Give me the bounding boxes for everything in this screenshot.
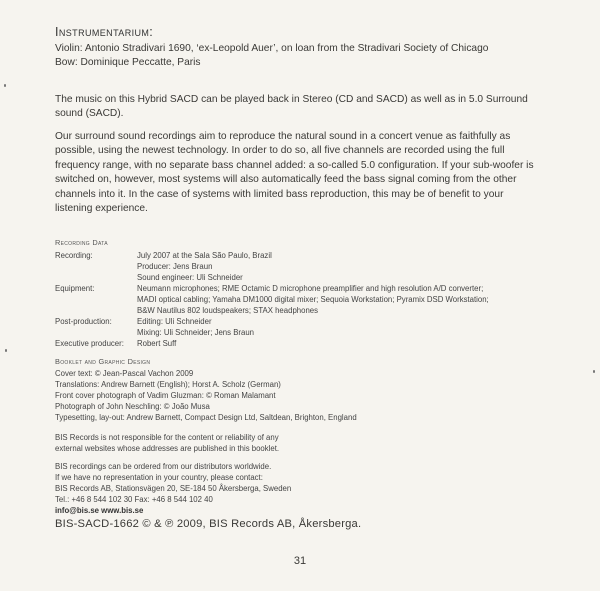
surround-line-6: listening experience. bbox=[55, 203, 148, 214]
credit-line: Cover text: © Jean-Pascal Vachon 2009 bbox=[55, 369, 194, 378]
surround-line-4: switched on, however, most systems will also automatically feed the bass signal coming from the other bbox=[55, 174, 517, 185]
ordering-line: BIS recordings can be ordered from our distributors worldwide. bbox=[55, 462, 272, 471]
row-value: July 2007 at the Sala São Paulo, Brazil bbox=[137, 251, 272, 260]
surround-line-1: Our surround sound recordings aim to reproduce the natural sound in a concert venue as faithfully as bbox=[55, 131, 511, 142]
bow-line: Bow: Dominique Peccatte, Paris bbox=[55, 57, 201, 68]
row-label: Post-production: bbox=[55, 317, 112, 326]
scan-speck bbox=[4, 84, 6, 87]
row-value: Mixing: Uli Schneider; Jens Braun bbox=[137, 328, 255, 337]
row-label: Executive producer: bbox=[55, 339, 124, 348]
ordering-line: Tel.: +46 8 544 102 30 Fax: +46 8 544 102 40 bbox=[55, 495, 213, 504]
sacd-line-1: The music on this Hybrid SACD can be played back in Stereo (CD and SACD) as well as in 5.0 Surround bbox=[55, 94, 528, 105]
row-value: MADI optical cabling; Yamaha DM1000 digital mixer; Sequoia Workstation; Pyramix DSD Workstation; bbox=[137, 295, 489, 304]
row-value: Producer: Jens Braun bbox=[137, 262, 213, 271]
row-value: Neumann microphones; RME Octamic D microphone preamplifier and high resolution A/D converter; bbox=[137, 284, 484, 293]
credit-line: Translations: Andrew Barnett (English); Horst A. Scholz (German) bbox=[55, 380, 281, 389]
surround-line-3: frequency range, with no separate bass channel added: a so-called 5.0 configuration. If your sub-woofer is bbox=[55, 160, 534, 171]
contact-line: info@bis.se www.bis.se bbox=[55, 506, 144, 515]
recording-data-heading: Recording Data bbox=[55, 238, 108, 247]
credit-line: Front cover photograph of Vadim Gluzman: © Roman Malamant bbox=[55, 391, 276, 400]
catalog-copyright: BIS-SACD-1662 © & ℗ 2009, BIS Records AB, Åkersberga. bbox=[55, 518, 362, 530]
booklet-design-heading: Booklet and Graphic Design bbox=[55, 357, 151, 366]
instrumentarium-heading: Instrumentarium: bbox=[55, 25, 154, 39]
sacd-line-2: sound (SACD). bbox=[55, 108, 124, 119]
surround-line-5: channels into it. In the case of systems with limited bass reproduction, this may be of benefit to your bbox=[55, 189, 504, 200]
row-value: B&W Nautilus 802 loudspeakers; STAX headphones bbox=[137, 306, 319, 315]
row-label: Equipment: bbox=[55, 284, 95, 293]
scan-speck bbox=[593, 370, 595, 373]
violin-line: Violin: Antonio Stradivari 1690, ‘ex-Leopold Auer’, on loan from the Stradivari Society of Chicago bbox=[55, 43, 489, 54]
surround-line-2: possible, using the newest technology. In order to do so, all five channels are recorded using the full bbox=[55, 145, 505, 156]
row-value: Editing: Uli Schneider bbox=[137, 317, 212, 326]
credit-line: Typesetting, lay-out: Andrew Barnett, Compact Design Ltd, Saltdean, Brighton, England bbox=[55, 413, 357, 422]
credit-line: Photograph of John Neschling: © João Musa bbox=[55, 402, 210, 411]
ordering-line: BIS Records AB, Stationsvägen 20, SE-184 50 Åkersberga, Sweden bbox=[55, 484, 292, 493]
disclaimer-line: BIS Records is not responsible for the content or reliability of any bbox=[55, 433, 279, 442]
row-value: Sound engineer: Uli Schneider bbox=[137, 273, 243, 282]
row-value: Robert Suff bbox=[137, 339, 177, 348]
disclaimer-line: external websites whose addresses are published in this booklet. bbox=[55, 444, 280, 453]
page-number: 31 bbox=[293, 555, 307, 567]
row-label: Recording: bbox=[55, 251, 93, 260]
scan-speck bbox=[5, 349, 7, 352]
ordering-line: If we have no representation in your country, please contact: bbox=[55, 473, 263, 482]
